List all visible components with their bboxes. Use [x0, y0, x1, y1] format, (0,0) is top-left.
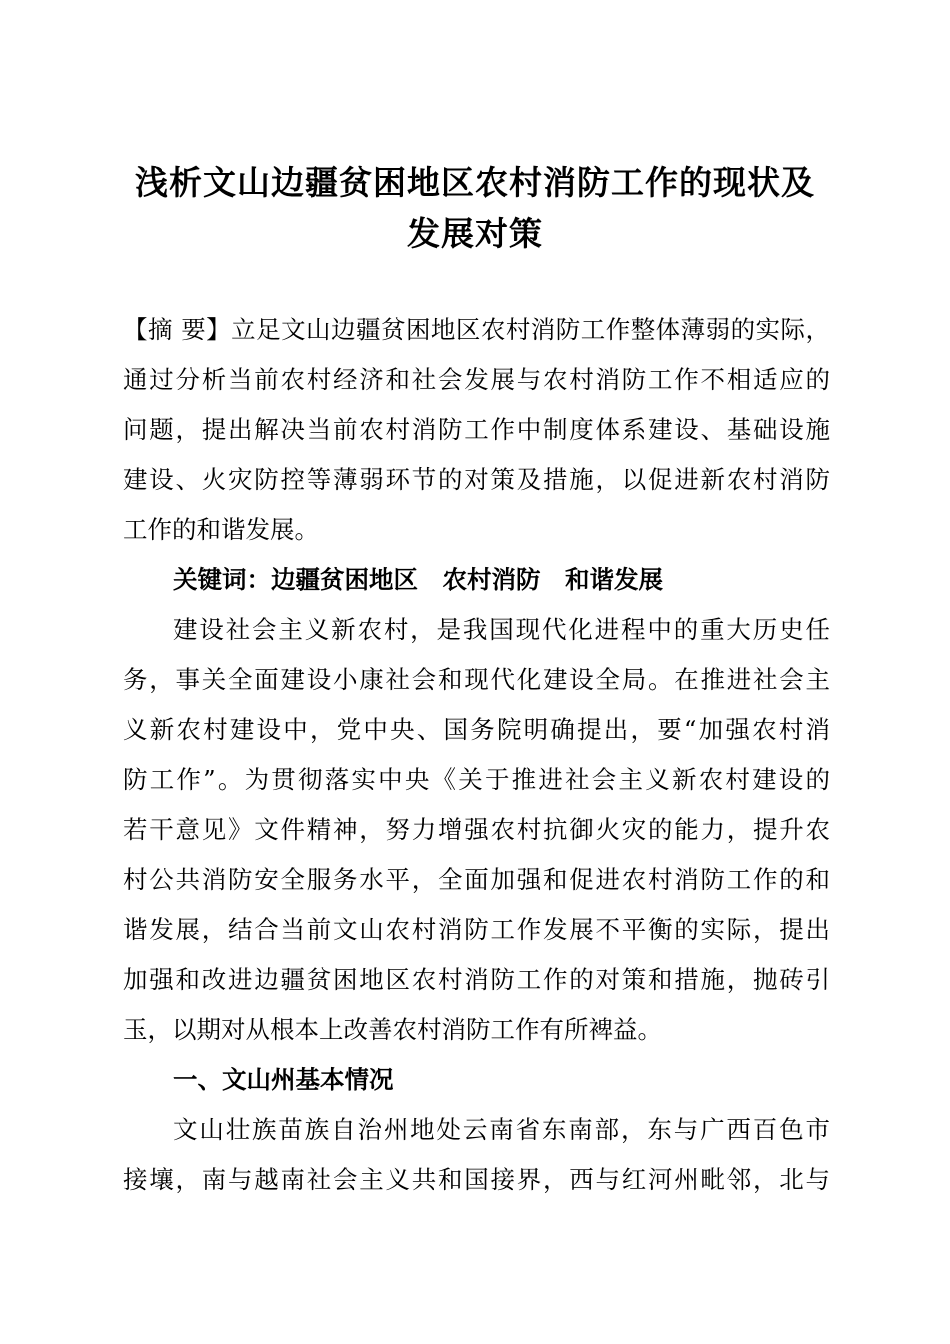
intro-line: 玉，以期对从根本上改善农村消防工作有所裨益。 — [123, 1015, 662, 1044]
intro-line: 建设社会主义新农村，是我国现代化进程中的重大历史任 — [173, 615, 830, 644]
abstract-line: 【摘 要】立足文山边疆贫困地区农村消防工作整体薄弱的实际， — [123, 315, 830, 344]
keywords: 关键词：边疆贫困地区 农村消防 和谐发展 — [173, 565, 663, 594]
abstract-line: 工作的和谐发展。 — [123, 515, 319, 544]
section-line: 文山壮族苗族自治州地处云南省东南部，东与广西百色市 — [173, 1115, 830, 1144]
intro-line: 务，事关全面建设小康社会和现代化建设全局。在推进社会主 — [123, 665, 830, 694]
intro-line: 若干意见》文件精神，努力增强农村抗御火灾的能力，提升农 — [123, 815, 830, 844]
section-heading: 一、文山州基本情况 — [173, 1065, 394, 1094]
intro-line: 加强和改进边疆贫困地区农村消防工作的对策和措施，抛砖引 — [123, 965, 830, 994]
abstract-line: 问题，提出解决当前农村消防工作中制度体系建设、基础设施 — [123, 415, 830, 444]
intro-line: 防工作”。为贯彻落实中央《关于推进社会主义新农村建设的 — [123, 765, 830, 794]
section-line: 接壤，南与越南社会主义共和国接界，西与红河州毗邻，北与 — [123, 1165, 830, 1194]
title-line-1: 浅析文山边疆贫困地区农村消防工作的现状及 — [135, 163, 815, 202]
abstract-line: 建设、火灾防控等薄弱环节的对策及措施，以促进新农村消防 — [123, 465, 830, 494]
intro-line: 义新农村建设中，党中央、国务院明确提出，要“加强农村消 — [123, 715, 830, 744]
title-line-2: 发展对策 — [407, 214, 543, 253]
intro-line: 谐发展，结合当前文山农村消防工作发展不平衡的实际，提出 — [123, 915, 830, 944]
intro-line: 村公共消防安全服务水平，全面加强和促进农村消防工作的和 — [123, 865, 830, 894]
abstract-line: 通过分析当前农村经济和社会发展与农村消防工作不相适应的 — [123, 365, 830, 394]
